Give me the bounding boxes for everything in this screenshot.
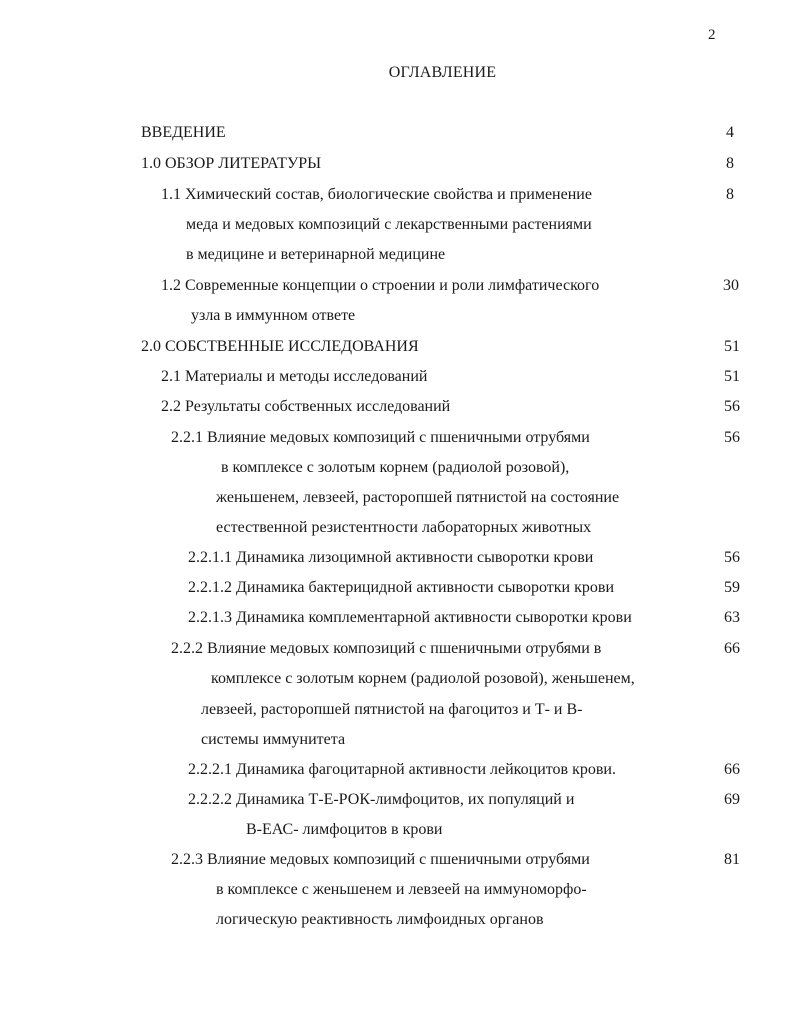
toc-page-number: 69 [724,791,740,808]
toc-page-number: 59 [724,579,740,596]
toc-page-number: 66 [724,640,740,657]
toc-entry-text: логическую реактивность лимфоидных органов [216,911,544,928]
toc-entry-text: 2.2.1.2 Динамика бактерицидной активности сыворотки крови [188,579,615,596]
toc-page-number: 66 [724,761,740,778]
toc-page-number: 8 [726,186,734,203]
toc-entry-text: в комплексе с женьшенем и левзеей на иммуноморфо- [216,881,587,898]
page-title: ОГЛАВЛЕНИЕ [388,64,497,81]
toc-entry-text: меда и медовых композиций с лекарственными растениями [186,216,592,233]
toc-entry-text: в медицине и ветеринарной медицине [186,246,446,263]
toc-entry-text: системы иммунитета [201,731,346,748]
toc-entry-text: 1.1 Химический состав, биологические свойства и применение [161,186,592,203]
toc-page-number: 63 [724,609,740,626]
toc-entry-text: 1.0 ОБЗОР ЛИТЕРАТУРЫ [141,155,322,172]
toc-page-number: 4 [726,124,734,141]
toc-entry-text: ВВЕДЕНИЕ [141,124,226,141]
toc-entry-text: комплексе с золотым корнем (радиолой розовой), женьшенем, [211,670,635,687]
toc-entry-text: 2.2 Результаты собственных исследований [161,398,451,415]
toc-page-number: 81 [724,851,740,868]
toc-entry-text: 2.2.3 Влияние медовых композиций с пшеничными отрубями [171,851,590,868]
toc-entry-text: 2.1 Материалы и методы исследований [161,368,428,385]
toc-entry-text: В-ЕАС- лимфоцитов в крови [246,821,443,838]
toc-page-number: 56 [724,549,740,566]
toc-entry-text: левзеей, расторопшей пятнистой на фагоцитоз и Т- и В- [201,701,583,718]
toc-entry-text: 2.2.1 Влияние медовых композиций с пшеничными отрубями [171,429,590,446]
toc-entry-text: 2.2.1.1 Динамика лизоцимной активности сыворотки крови [188,549,594,566]
toc-entry-text: 2.2.2 Влияние медовых композиций с пшеничными отрубями в [171,640,602,657]
toc-entry-text: 2.2.1.3 Динамика комплементарной активности сыворотки крови [188,609,632,626]
toc-entry-text: 2.2.2.1 Динамика фагоцитарной активности лейкоцитов крови. [188,761,616,778]
toc-page-number: 56 [724,398,740,415]
toc-page-number: 51 [724,338,740,355]
toc-entry-text: узла в иммунном ответе [191,307,356,324]
toc-page-number: 56 [724,429,740,446]
toc-page-number: 30 [723,277,739,294]
page-number: 2 [708,27,716,43]
toc-entry-text: 1.2 Современные концепции о строении и роли лимфатического [161,277,600,294]
toc-entry-text: женьшенем, левзеей, расторопшей пятнистой на состояние [216,489,620,506]
toc-entry-text: 2.2.2.2 Динамика Т-Е-РОК-лимфоцитов, их популяций и [188,791,575,808]
toc-entry-text: в комплексе с золотым корнем (радиолой розовой), [221,459,570,476]
toc-page-number: 8 [726,155,734,172]
toc-entry-text: естественной резистентности лабораторных животных [216,519,592,536]
toc-page-number: 51 [724,368,740,385]
toc-entry-text: 2.0 СОБСТВЕННЫЕ ИССЛЕДОВАНИЯ [141,338,419,355]
